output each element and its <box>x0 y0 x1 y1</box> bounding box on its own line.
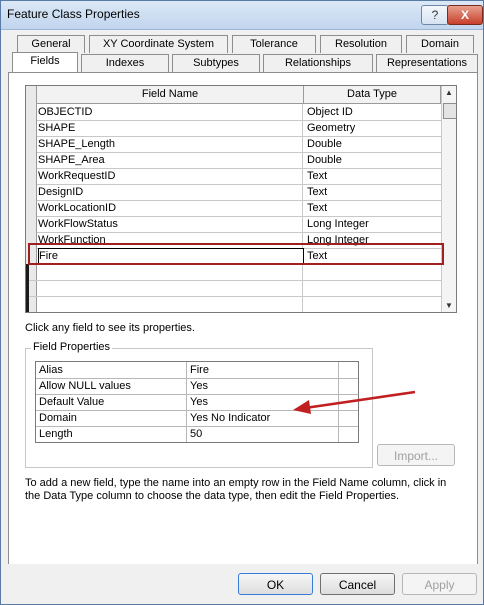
row-selector[interactable] <box>26 264 29 280</box>
data-type-cell[interactable]: Object ID <box>307 106 353 118</box>
field-name-cell[interactable]: DesignID <box>38 184 303 200</box>
table-row[interactable] <box>26 152 441 169</box>
scroll-down-icon[interactable]: ▼ <box>445 301 453 310</box>
table-row-empty[interactable] <box>26 296 441 313</box>
row-selector[interactable] <box>26 216 37 232</box>
help-button[interactable] <box>421 5 449 25</box>
row-selector[interactable] <box>26 296 29 312</box>
tab-indexes[interactable]: Indexes <box>81 54 169 72</box>
cancel-button[interactable]: Cancel <box>320 573 395 595</box>
tab-xy-coordinate-system[interactable]: XY Coordinate System <box>89 35 228 53</box>
property-key: Default Value <box>39 396 105 408</box>
data-type-cell[interactable]: Double <box>307 154 342 166</box>
table-row[interactable] <box>26 136 441 153</box>
column-header-field-name[interactable]: Field Name <box>37 86 304 104</box>
help-text: To add a new field, type the name into an empty row in the Field Name column, click in the Data Type column to choose the data type, then edit the Field Properties. <box>25 477 447 502</box>
scrollbar-thumb[interactable] <box>443 103 457 119</box>
field-name-cell[interactable]: SHAPE_Area <box>38 152 303 168</box>
data-type-cell[interactable]: Double <box>307 138 342 150</box>
property-key: Domain <box>39 412 77 424</box>
field-name-cell[interactable]: SHAPE <box>38 120 303 136</box>
property-value[interactable]: Yes No Indicator <box>190 412 271 424</box>
row-selector[interactable] <box>26 120 37 136</box>
tab-general[interactable]: General <box>17 35 85 53</box>
field-name-cell[interactable] <box>38 264 303 280</box>
help-icon: ? <box>431 8 439 22</box>
table-row[interactable] <box>26 200 441 217</box>
row-selector[interactable] <box>26 184 37 200</box>
data-type-cell[interactable]: Text <box>307 202 328 214</box>
field-name-cell[interactable]: Fire <box>38 248 304 264</box>
data-type-cell[interactable]: Geometry <box>307 122 356 134</box>
tab-resolution[interactable]: Resolution <box>320 35 402 53</box>
tab-domain[interactable]: Domain <box>406 35 474 53</box>
row-selector[interactable] <box>26 136 37 152</box>
field-name-cell[interactable] <box>38 280 303 296</box>
import-button[interactable]: Import... <box>377 444 455 466</box>
annotation-arrow <box>291 386 421 416</box>
data-type-cell[interactable] <box>307 264 437 280</box>
property-key: Allow NULL values <box>39 380 131 392</box>
data-type-cell[interactable]: Long Integer <box>307 234 369 246</box>
row-selector[interactable] <box>26 280 29 296</box>
field-name-cell[interactable]: WorkRequestID <box>38 168 303 184</box>
table-row[interactable] <box>26 104 441 121</box>
close-icon: X <box>460 8 469 22</box>
property-value[interactable]: Fire <box>190 364 209 376</box>
data-type-cell[interactable]: Long Integer <box>307 218 369 230</box>
data-type-cell[interactable]: Text <box>307 250 328 262</box>
data-type-cell[interactable] <box>307 280 437 296</box>
tab-relationships[interactable]: Relationships <box>263 54 373 72</box>
property-value[interactable]: 50 <box>190 428 203 440</box>
data-type-cell[interactable] <box>307 296 437 312</box>
field-name-cell[interactable]: WorkLocationID <box>38 200 303 216</box>
field-name-cell[interactable] <box>38 296 303 312</box>
tab-subtypes[interactable]: Subtypes <box>172 54 260 72</box>
tab-representations[interactable]: Representations <box>376 54 478 72</box>
property-value[interactable]: Yes <box>190 396 208 408</box>
tab-tolerance[interactable]: Tolerance <box>232 35 316 53</box>
field-name-cell[interactable]: WorkFlowStatus <box>38 216 303 232</box>
data-type-cell[interactable]: Text <box>307 170 328 182</box>
column-divider <box>186 362 187 442</box>
table-row-empty[interactable] <box>26 264 441 281</box>
row-selector[interactable] <box>26 168 37 184</box>
table-row[interactable] <box>26 120 441 137</box>
vertical-scrollbar[interactable] <box>441 86 457 312</box>
tab-fields[interactable]: Fields <box>12 52 78 72</box>
table-row[interactable] <box>26 184 441 201</box>
property-row[interactable] <box>36 362 358 379</box>
ok-button[interactable]: OK <box>238 573 313 595</box>
window-title: Feature Class Properties <box>7 7 140 21</box>
row-selector[interactable] <box>26 200 37 216</box>
row-selector[interactable] <box>26 104 37 120</box>
row-selector[interactable] <box>26 152 37 168</box>
column-header-data-type[interactable]: Data Type <box>304 86 441 104</box>
table-row-empty[interactable] <box>26 280 441 297</box>
apply-button[interactable]: Apply <box>402 573 477 595</box>
table-row[interactable] <box>26 168 441 185</box>
property-key: Length <box>39 428 73 440</box>
title-bar <box>1 1 483 30</box>
close-button[interactable] <box>447 5 483 25</box>
scroll-up-icon[interactable]: ▲ <box>445 88 453 97</box>
field-properties-title: Field Properties <box>33 341 111 353</box>
field-name-cell[interactable]: SHAPE_Length <box>38 136 303 152</box>
field-name-cell[interactable]: OBJECTID <box>38 104 303 120</box>
hint-text: Click any field to see its properties. <box>25 322 195 334</box>
property-value[interactable]: Yes <box>190 380 208 392</box>
fields-grid[interactable] <box>25 85 457 313</box>
field-name-cell[interactable]: WorkFunction <box>38 232 303 248</box>
table-row[interactable] <box>26 216 441 233</box>
data-type-cell[interactable]: Text <box>307 186 328 198</box>
highlight-box <box>28 243 444 265</box>
property-key: Alias <box>39 364 63 376</box>
property-row[interactable] <box>36 426 358 442</box>
